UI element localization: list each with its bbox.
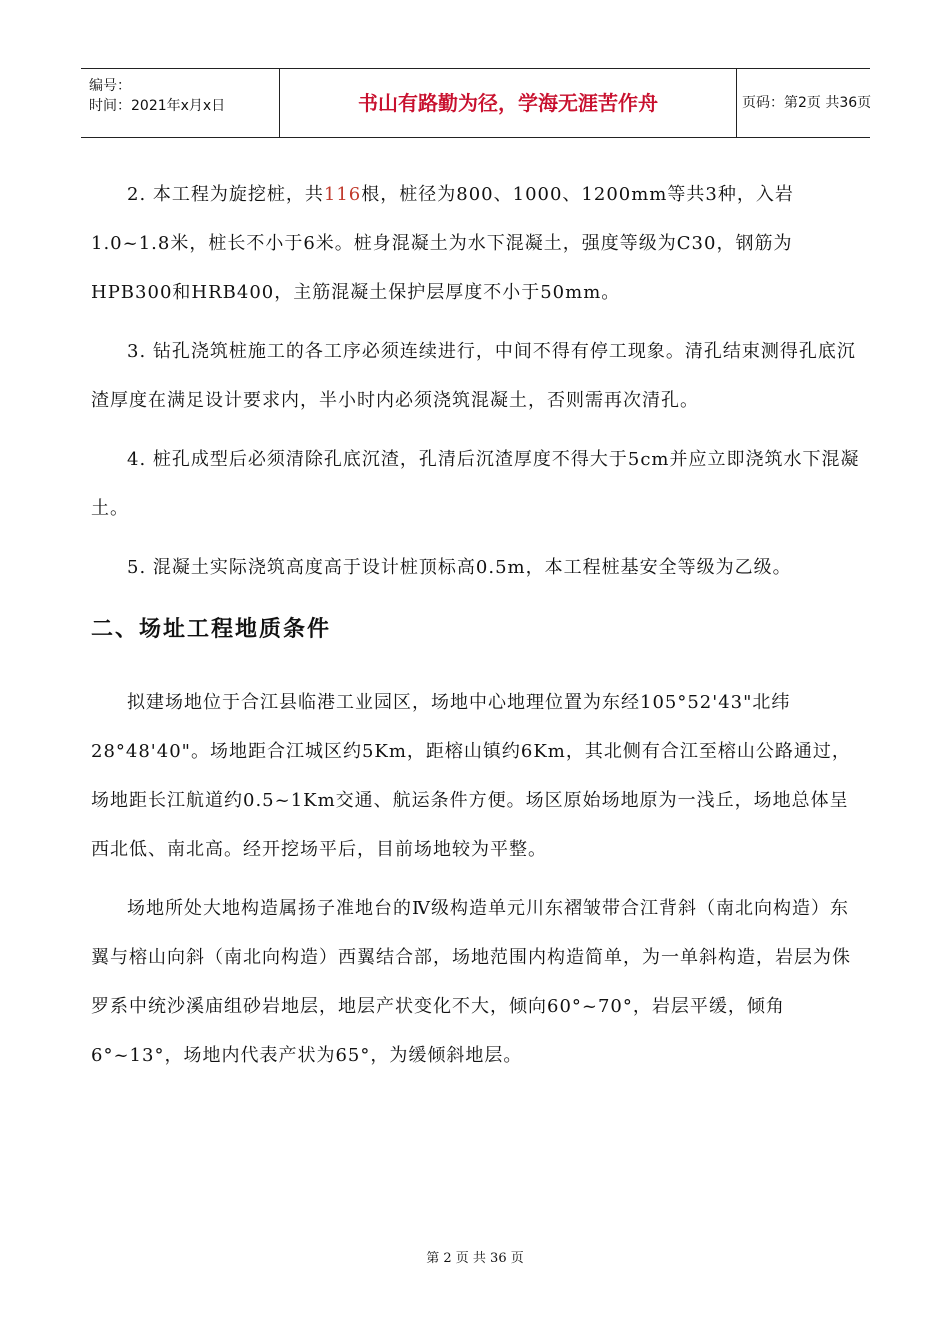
page-header — [81, 68, 870, 138]
page-footer: 第 2 页 共 36 页 — [426, 1251, 524, 1266]
header-meta — [81, 69, 279, 137]
pile-count-highlight: 116 — [323, 184, 362, 205]
header-motto: 书山有路勤为径，学海无涯苦作舟 — [358, 91, 658, 115]
paragraph-pile-spec — [91, 170, 861, 317]
paragraph-site-location: 拟建场地位于合江县临港工业园区，场地中心地理位置为东经105°52'43"北纬28°48'40"。场地距合江城区约5Km，距榕山镇约6Km，其北侧有合江至榕山公路通过，场地距长江航道约0.5~1Km交通、航运条件方便。场区原始场地原为一浅丘，场地总体呈西北低、南北高。经开挖场平后，目前场地较为平整。 — [91, 692, 851, 860]
paragraph-sediment: 4. 桩孔成型后必须清除孔底沉渣，孔清后沉渣厚度不得大于5cm并应立即浇筑水下混凝土。 — [91, 449, 860, 519]
header-page-number: 页码：第2页 共36页 — [742, 95, 872, 111]
paragraph-concrete-height: 5. 混凝土实际浇筑高度高于设计桩顶标高0.5m，本工程桩基安全等级为乙级。 — [127, 557, 792, 578]
paragraph-drilling: 3. 钻孔浇筑桩施工的各工序必须连续进行，中间不得有停工现象。清孔结束测得孔底沉渣厚度在满足设计要求内，半小时内必须浇筑混凝土，否则需再次清孔。 — [91, 341, 856, 411]
paragraph-text: 2. 本工程为旋挖桩，共 — [127, 184, 324, 205]
doc-date: 时间：2021年x月x日 — [89, 98, 226, 114]
doc-number-label: 编号： — [89, 78, 131, 94]
paragraph-text: 根，桩径为800、1000、1200mm等共3种，入岩1.0~1.8米，桩长不小于6米。桩身混凝土为水下混凝土，强度等级为C30，钢筋为HPB300和HRB400，主筋混凝土保护层厚度不小于50mm。 — [91, 184, 794, 303]
paragraph-geology: 场地所处大地构造属扬子准地台的Ⅳ级构造单元川东褶皱带合江背斜（南北向构造）东翼与榕山向斜（南北向构造）西翼结合部，场地范围内构造简单，为一单斜构造，岩层为侏罗系中统沙溪庙组砂岩地层，地层产状变化不大，倾向60°~70°，岩层平缓，倾角6°~13°，场地内代表产状为65°，为缓倾斜地层。 — [91, 898, 851, 1066]
section-title: 二、场址工程地质条件 — [91, 617, 332, 642]
document-body — [91, 170, 861, 1090]
header-motto-cell — [279, 69, 737, 137]
